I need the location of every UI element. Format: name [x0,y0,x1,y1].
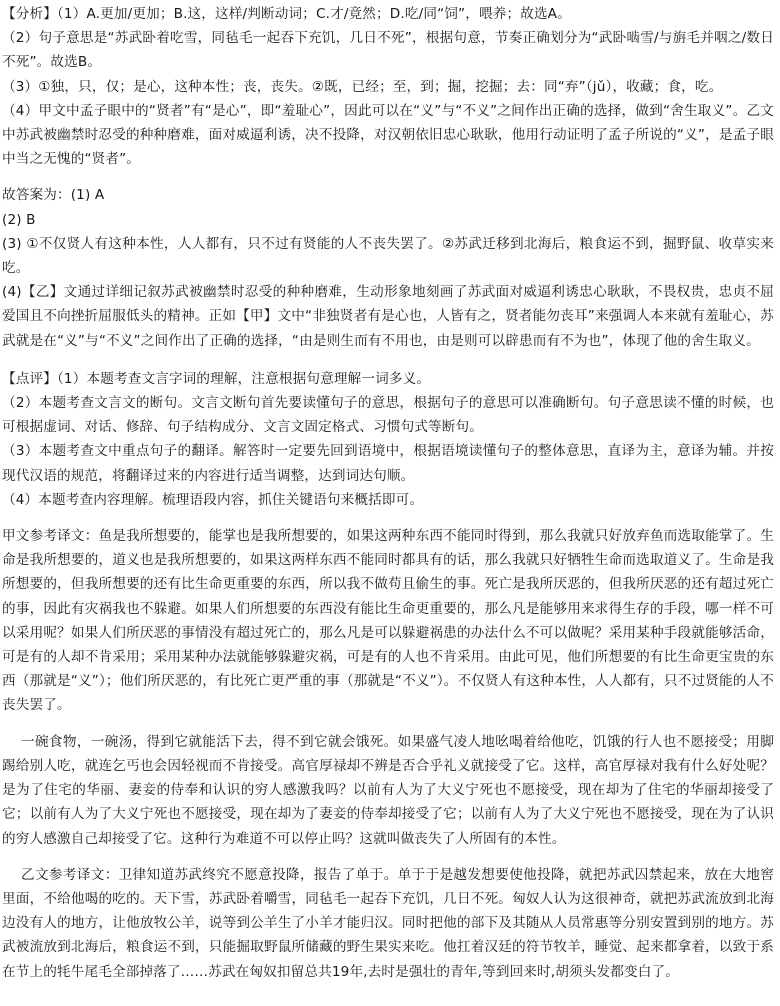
analysis-line-4: （4）甲文中孟子眼中的“贤者”有“是心”，即“羞耻心”，因此可以在“义”与“不义”之间作出正确的选择，做到“舍生取义”。乙文中苏武被幽禁时忍受的种种磨难，面对威逼利诱，决不投降，对汉朝依旧忠心耿耿，他用行动证明了孟子所说的“义”，是孟子眼中当之无愧的“贤者”。 [2,102,774,168]
analysis-line-1 [2,2,774,26]
answer-item-2: (2) B [2,211,36,228]
analysis-line-2: （2）句子意思是“苏武卧着吃雪，同毡毛一起吞下充饥，几日不死”，根据句意，节奏正确划分为“武卧啮雪/与旃毛并咽之/数日不死”。故选B。 [2,30,774,71]
answer-label: 故答案为： [2,187,71,204]
answer-section [2,183,774,352]
comment-text-1: （1）本题考查文言字词的理解，注意根据句意理解一词多义。 [56,370,431,387]
comment-label: 【点评】 [2,370,57,387]
comment-line-1 [2,367,774,391]
analysis-label: 【分析】 [2,6,57,22]
translation-b-section [2,863,774,984]
translation-a-section [2,524,774,851]
translation-a-paragraph-1: 甲文参考译文：鱼是我所想要的，能掌也是我所想要的，如果这两种东西不能同时得到，那么我就只好放弃鱼而选取能掌了。生命是我所想要的，道义也是我所想要的，如果这两样东西不能同时都具有的话，那么我就只好牺牲生命而选取道义了。生命是我所想要的，但我所想要的还有比生命更重要的东西，所以我不做苟且偷生的事。死亡是我所厌恶的，但我所厌恶的还有超过死亡的事，因此有灾祸我也不躲避。如果人们所想要的东西没有能比生命更重要的，那么凡是能够用来求得生存的手段，哪一样不可以采用呢？如果人们所厌恶的事情没有超过死亡的，那么凡是可以躲避祸患的办法什么不可以做呢？采用某种手段就能够活命，可是有的人却不肯采用；采用某种办法就能够躲避灾祸，可是有的人也不肯采用。由此可见，他们所想要的有比生命更宝贵的东西（那就是“义”）；他们所厌恶的，有比死亡更严重的事（那就是“不义”）。不仅贤人有这种本性，人人都有，只不过贤能的人不丧失罢了。 [2,528,774,714]
answer-line-1 [2,183,774,207]
comment-section [2,367,774,512]
answer-item-1: (1) A [70,187,105,204]
analysis-line-3: （3）①独，只，仅；是心，这种本性；丧，丧失。②既，已经；至，到；掘，挖掘；去：同“弃”（jǔ），收藏；食，吃。 [2,78,723,95]
comment-line-4: （4）本题考查内容理解。梳理语段内容，抓住关键语句来概括即可。 [2,491,424,508]
answer-item-3: (3) ①不仅贤人有这种本性，人人都有，只不过有贤能的人不丧失罢了。②苏武迁移到北海后，粮食运不到，掘野鼠、收草实来吃。 [2,235,774,277]
answer-item-4: (4)【乙】文通过详细记叙苏武被幽禁时忍受的种种磨难，生动形象地刻画了苏武面对威逼利诱忠心耿耿，不畏权贵，忠贞不屈爱国且不向挫折屈服低头的精神。正如【甲】文中“非独贤者有是心也，人皆有之，贤者能勿丧耳”来强调人本来就有羞耻心，苏武就是在“义”与“不义”之间作出了正确的选择，“由是则生而有不用也，由是则可以辟患而有不为也”，体现了他的舍生取义。 [2,284,774,349]
comment-line-3: （3）本题考查文中重点句子的翻译。解答时一定要先回到语境中，根据语境读懂句子的整体意思，直译为主，意译为辅。并按现代汉语的规范，将翻译过来的内容进行适当调整，达到词达句顺。 [2,443,774,484]
translation-a-paragraph-2: 一碗食物，一碗汤，得到它就能活下去，得不到它就会饿死。如果盛气凌人地吆喝着给他吃，饥饿的行人也不愿接受；用脚踢给别人吃，就连乞丐也会因轻视而不肯接受。高官厚禄却不辨是否合乎礼义就接受了它。这样，高官厚禄对我有什么好处呢？是为了住宅的华丽、妻妾的侍奉和认识的穷人感激我吗？以前有人为了大义宁死也不愿接受，现在却为了住宅的华丽却接受了它；以前有人为了大义宁死也不愿接受，现在却为了妻妾的侍奉却接受了它；以前有人为了大义宁死也不愿接受，现在为了认识的穷人感激自己却接受了它。这种行为难道不可以停止吗？这就叫做丧失了人所固有的本性。 [2,733,774,847]
analysis-text-1: （1）A.更加/更加；B.这，这样/判断动词；C.才/竟然；D.吃/同“饲”，喂养；故选A。 [56,6,571,22]
comment-line-2: （2）本题考查文言文的断句。文言文断句首先要读懂句子的意思，根据句子的意思可以准确断句。句子意思读不懂的时候，也可根据虚词、对话、修辞、句子结构成分、文言文固定格式、习惯句式等断句。 [2,395,774,436]
translation-b-paragraph: 乙文参考译文：卫律知道苏武终究不愿意投降，报告了单于。单于于是越发想要使他投降，就把苏武囚禁起来，放在大地窖里面，不给他喝的吃的。天下雪，苏武卧着嚼雪，同毡毛一起吞下充饥，几日不死。匈奴人认为这很神奇，就把苏武流放到北海边没有人的地方，让他放牧公羊，说等到公羊生了小羊才能归汉。同时把他的部下及其随从人员常惠等分别安置到别的地方。苏武被流放到北海后，粮食运不到，只能掘取野鼠所储藏的野生果实来吃。他扛着汉廷的符节牧羊，睡觉、起来都拿着，以致于系在节上的牦牛尾毛全部掉落了……苏武在匈奴扣留总共19年,去时是强壮的青年,等到回来时,胡须头发都变白了。 [2,866,774,980]
analysis-section [2,2,774,171]
